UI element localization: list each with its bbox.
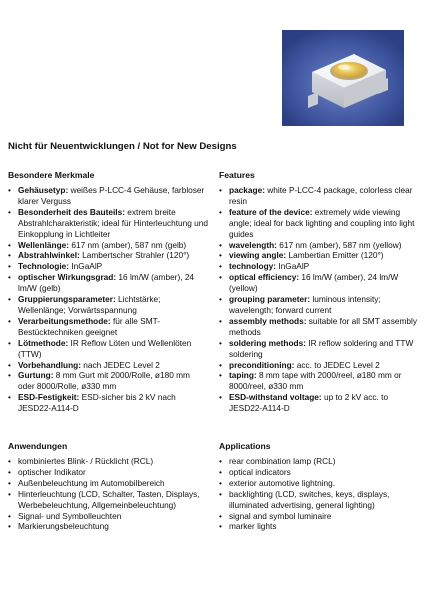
- list-item: • technology: InGaAlP: [219, 261, 419, 272]
- list-item: • exterior automotive lightning.: [219, 478, 419, 489]
- list-item: • Markierungsbeleuchtung: [8, 521, 208, 532]
- list-item: • ESD-Festigkeit: ESD-sicher bis 2 kV nach JESD22-A114-D: [8, 392, 208, 414]
- list-item: • grouping parameter: luminous intensity; wavelength; forward current: [219, 294, 419, 316]
- list-item: • kombiniertes Blink- / Rücklicht (RCL): [8, 456, 208, 467]
- applications-de-section: [8, 441, 208, 532]
- features-en-title: Features: [219, 170, 255, 180]
- list-item: • preconditioning: acc. to JEDEC Level 2: [219, 360, 419, 371]
- list-item: • ESD-withstand voltage: up to 2 kV acc. to JESD22-A114-D: [219, 392, 419, 414]
- applications-de-title: Anwendungen: [8, 441, 68, 451]
- list-item: • Vorbehandlung: nach JEDEC Level 2: [8, 360, 208, 371]
- features-en-section: [219, 170, 419, 414]
- list-item: • soldering methods: IR reflow soldering and TTW soldering: [219, 338, 419, 360]
- list-item: • package: white P-LCC-4 package, colorless clear resin: [219, 185, 419, 207]
- list-item: • assembly methods: suitable for all SMT assembly methods: [219, 316, 419, 338]
- applications-de-list: [8, 456, 208, 532]
- list-item: • Gurtung: 8 mm Gurt mit 2000/Rolle, ø180 mm oder 8000/Rolle, ø330 mm: [8, 370, 208, 392]
- list-item: • wavelength: 617 nm (amber), 587 nm (yellow): [219, 240, 419, 251]
- list-item: • Hinterleuchtung (LCD, Schalter, Tasten, Displays, Werbebeleuchtung, Allgemeinbeleuchtung): [8, 489, 208, 511]
- led-product-image: [282, 30, 404, 126]
- features-de-list: [8, 185, 208, 414]
- list-item: • Signal- und Symbolleuchten: [8, 511, 208, 522]
- list-item: • Besonderheit des Bauteils: extrem breite Abstrahlcharakteristik; ideal für Hinterleuchtung und Einkopplung in Lichtleiter: [8, 207, 208, 240]
- list-item: • optical efficiency: 16 lm/W (amber), 24 lm/W (yellow): [219, 272, 419, 294]
- list-item: • signal and symbol luminaire: [219, 511, 419, 522]
- features-de-section: [8, 170, 208, 414]
- not-for-new-designs-banner: Nicht für Neuentwicklungen / Not for New Designs: [8, 141, 237, 152]
- list-item: • Gehäusetyp: weißes P-LCC-4 Gehäuse, farbloser klarer Verguss: [8, 185, 208, 207]
- list-item: • optischer Indikator: [8, 467, 208, 478]
- list-item: • backlighting (LCD, switches, keys, displays, illuminated advertising, general lighting): [219, 489, 419, 511]
- list-item: • Wellenlänge: 617 nm (amber), 587 nm (gelb): [8, 240, 208, 251]
- list-item: • marker lights: [219, 521, 419, 532]
- list-item: • Abstrahlwinkel: Lambertscher Strahler (120°): [8, 250, 208, 261]
- list-item: • optical indicators: [219, 467, 419, 478]
- list-item: • optischer Wirkungsgrad: 16 lm/W (amber), 24 lm/W (gelb): [8, 272, 208, 294]
- list-item: • Außenbeleuchtung im Automobilbereich: [8, 478, 208, 489]
- list-item: • rear combination lamp (RCL): [219, 456, 419, 467]
- list-item: • Technologie: InGaAlP: [8, 261, 208, 272]
- features-en-list: [219, 185, 419, 414]
- list-item: • feature of the device: extremely wide viewing angle; ideal for back lighting and coupling into light guides: [219, 207, 419, 240]
- list-item: • Verarbeitungsmethode: für alle SMT-Bestücktechniken geeignet: [8, 316, 208, 338]
- applications-en-title: Applications: [219, 441, 271, 451]
- applications-en-list: [219, 456, 419, 532]
- list-item: • Gruppierungsparameter: Lichtstärke; Wellenlänge; Vorwärtsspannung: [8, 294, 208, 316]
- list-item: • taping: 8 mm tape with 2000/reel, ø180 mm or 8000/reel, ø330 mm: [219, 370, 419, 392]
- list-item: • viewing angle: Lambertian Emitter (120°): [219, 250, 419, 261]
- list-item: • Lötmethode: IR Reflow Löten und Wellenlöten (TTW): [8, 338, 208, 360]
- features-de-title: Besondere Merkmale: [8, 170, 95, 180]
- applications-en-section: [219, 441, 419, 532]
